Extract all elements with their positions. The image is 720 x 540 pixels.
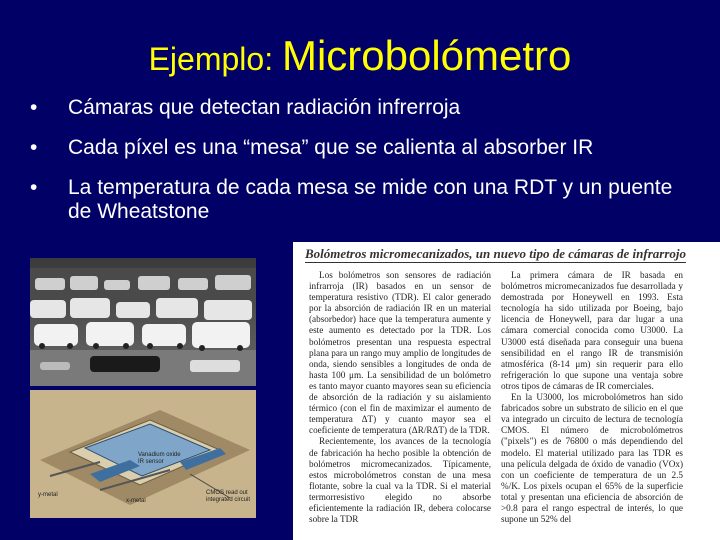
label-cmos-circuit: CMOS read out integrated circuit bbox=[206, 490, 251, 503]
article-column-left bbox=[309, 270, 491, 525]
bullet-text: Cámaras que detectan radiación infrerroja bbox=[68, 96, 461, 119]
article-paragraph: Recientemente, los avances de la tecnología de fabricación ha hecho posible la obtención de bolómetros micromecanizados. Típicamente, estos microbolómetros constan de una mesa flotante, sobre la cual va la TDR. Si el material termorresistivo elegido no absorbe eficientemente la radiación IR, debera colocarse sobre la TDR bbox=[309, 436, 491, 525]
bullet-item bbox=[30, 96, 700, 120]
bullet-dot: • bbox=[30, 176, 38, 199]
article-heading: Bolómetros micromecanizados, un nuevo tipo de cámaras de infrarrojo bbox=[305, 246, 686, 261]
article-paragraph: La primera cámara de IR basada en bolómetros micromecanizados fue desarrollada y demostrada por Honeywell en 1993. Esta tecnología ha sido utilizada por Boeing, bajo licencia de Honeywell, para dar lugar a una cámara comercial conocida como U3000. La U3000 está diseñada para conseguir una buena sensibilidad en el rango IR de transmisión atmosférica (8-14 μm) sin requerir para ello refrigeración lo que supone una ventaja sobre otros tipos de cámaras de IR comerciales. bbox=[501, 270, 683, 391]
microbolometer-diagram bbox=[30, 390, 256, 518]
bullet-list bbox=[30, 96, 700, 240]
bullet-item bbox=[30, 136, 700, 160]
article-paragraph: En la U3000, los microbolómetros han sido fabricados sobre un substrato de silicio en el que va integrado un circuito de lectura de tecnología CMOS. El número de microbolómetros ("pixels") es de 76800 o más dependiendo del modelo. El material utilizado para las TDR es una película delgada de óxido de vanadio (VOx) con un coeficiente de temperatura de un 2.5 %/K. Los pixels ocupan el 65% de la superficie total y presentan una eficiencia de absorción de >0.8 para el rango espectral de interés, lo que supone un 52% del bbox=[501, 392, 683, 525]
slide-title bbox=[0, 32, 720, 80]
label-vanadium-oxide: Vanadium oxide IR sensor bbox=[138, 452, 181, 465]
title-prefix: Ejemplo: bbox=[148, 41, 282, 77]
article-column-right bbox=[501, 270, 683, 525]
bullet-text: Cada píxel es una “mesa” que se calienta al absorber IR bbox=[68, 136, 594, 159]
title-main: Microbolómetro bbox=[281, 32, 572, 79]
article-paragraph: Los bolómetros son sensores de radiación infrarroja (IR) basados en un sensor de temperatura resistivo (TDR). El calor generado por la absorción de radiación IR en un material (absorbedor) hace que la temperatura aumente y este aumento es detectado por la TDR. Los bolómetros presentan una respuesta espectral plana para un rango muy amplio de longitudes de onda, siendo sensibles a longitudes de onda de hasta 100 μm. La sensibilidad de un bolómetro es tanto mayor cuanto mayores sean su eficiencia de absorción de la radiación y su aislamiento térmico (con el fin de maximizar el aumento de temperatura ΔT) y cuanto mayor sea el coeficiente de temperatura (ΔR/RΔT) de la TDR. bbox=[309, 270, 491, 436]
label-x-metal: x-metal bbox=[126, 498, 146, 504]
bullet-dot: • bbox=[30, 136, 38, 159]
bullet-item bbox=[30, 176, 700, 224]
thermal-parking-image bbox=[30, 258, 256, 386]
thermal-image-graphic bbox=[30, 258, 256, 386]
bullet-dot: • bbox=[30, 96, 38, 119]
label-y-metal: y-metal bbox=[38, 492, 58, 498]
bullet-text: La temperatura de cada mesa se mide con una RDT y un puente de Wheatstone bbox=[68, 176, 673, 223]
article-excerpt bbox=[293, 242, 720, 540]
